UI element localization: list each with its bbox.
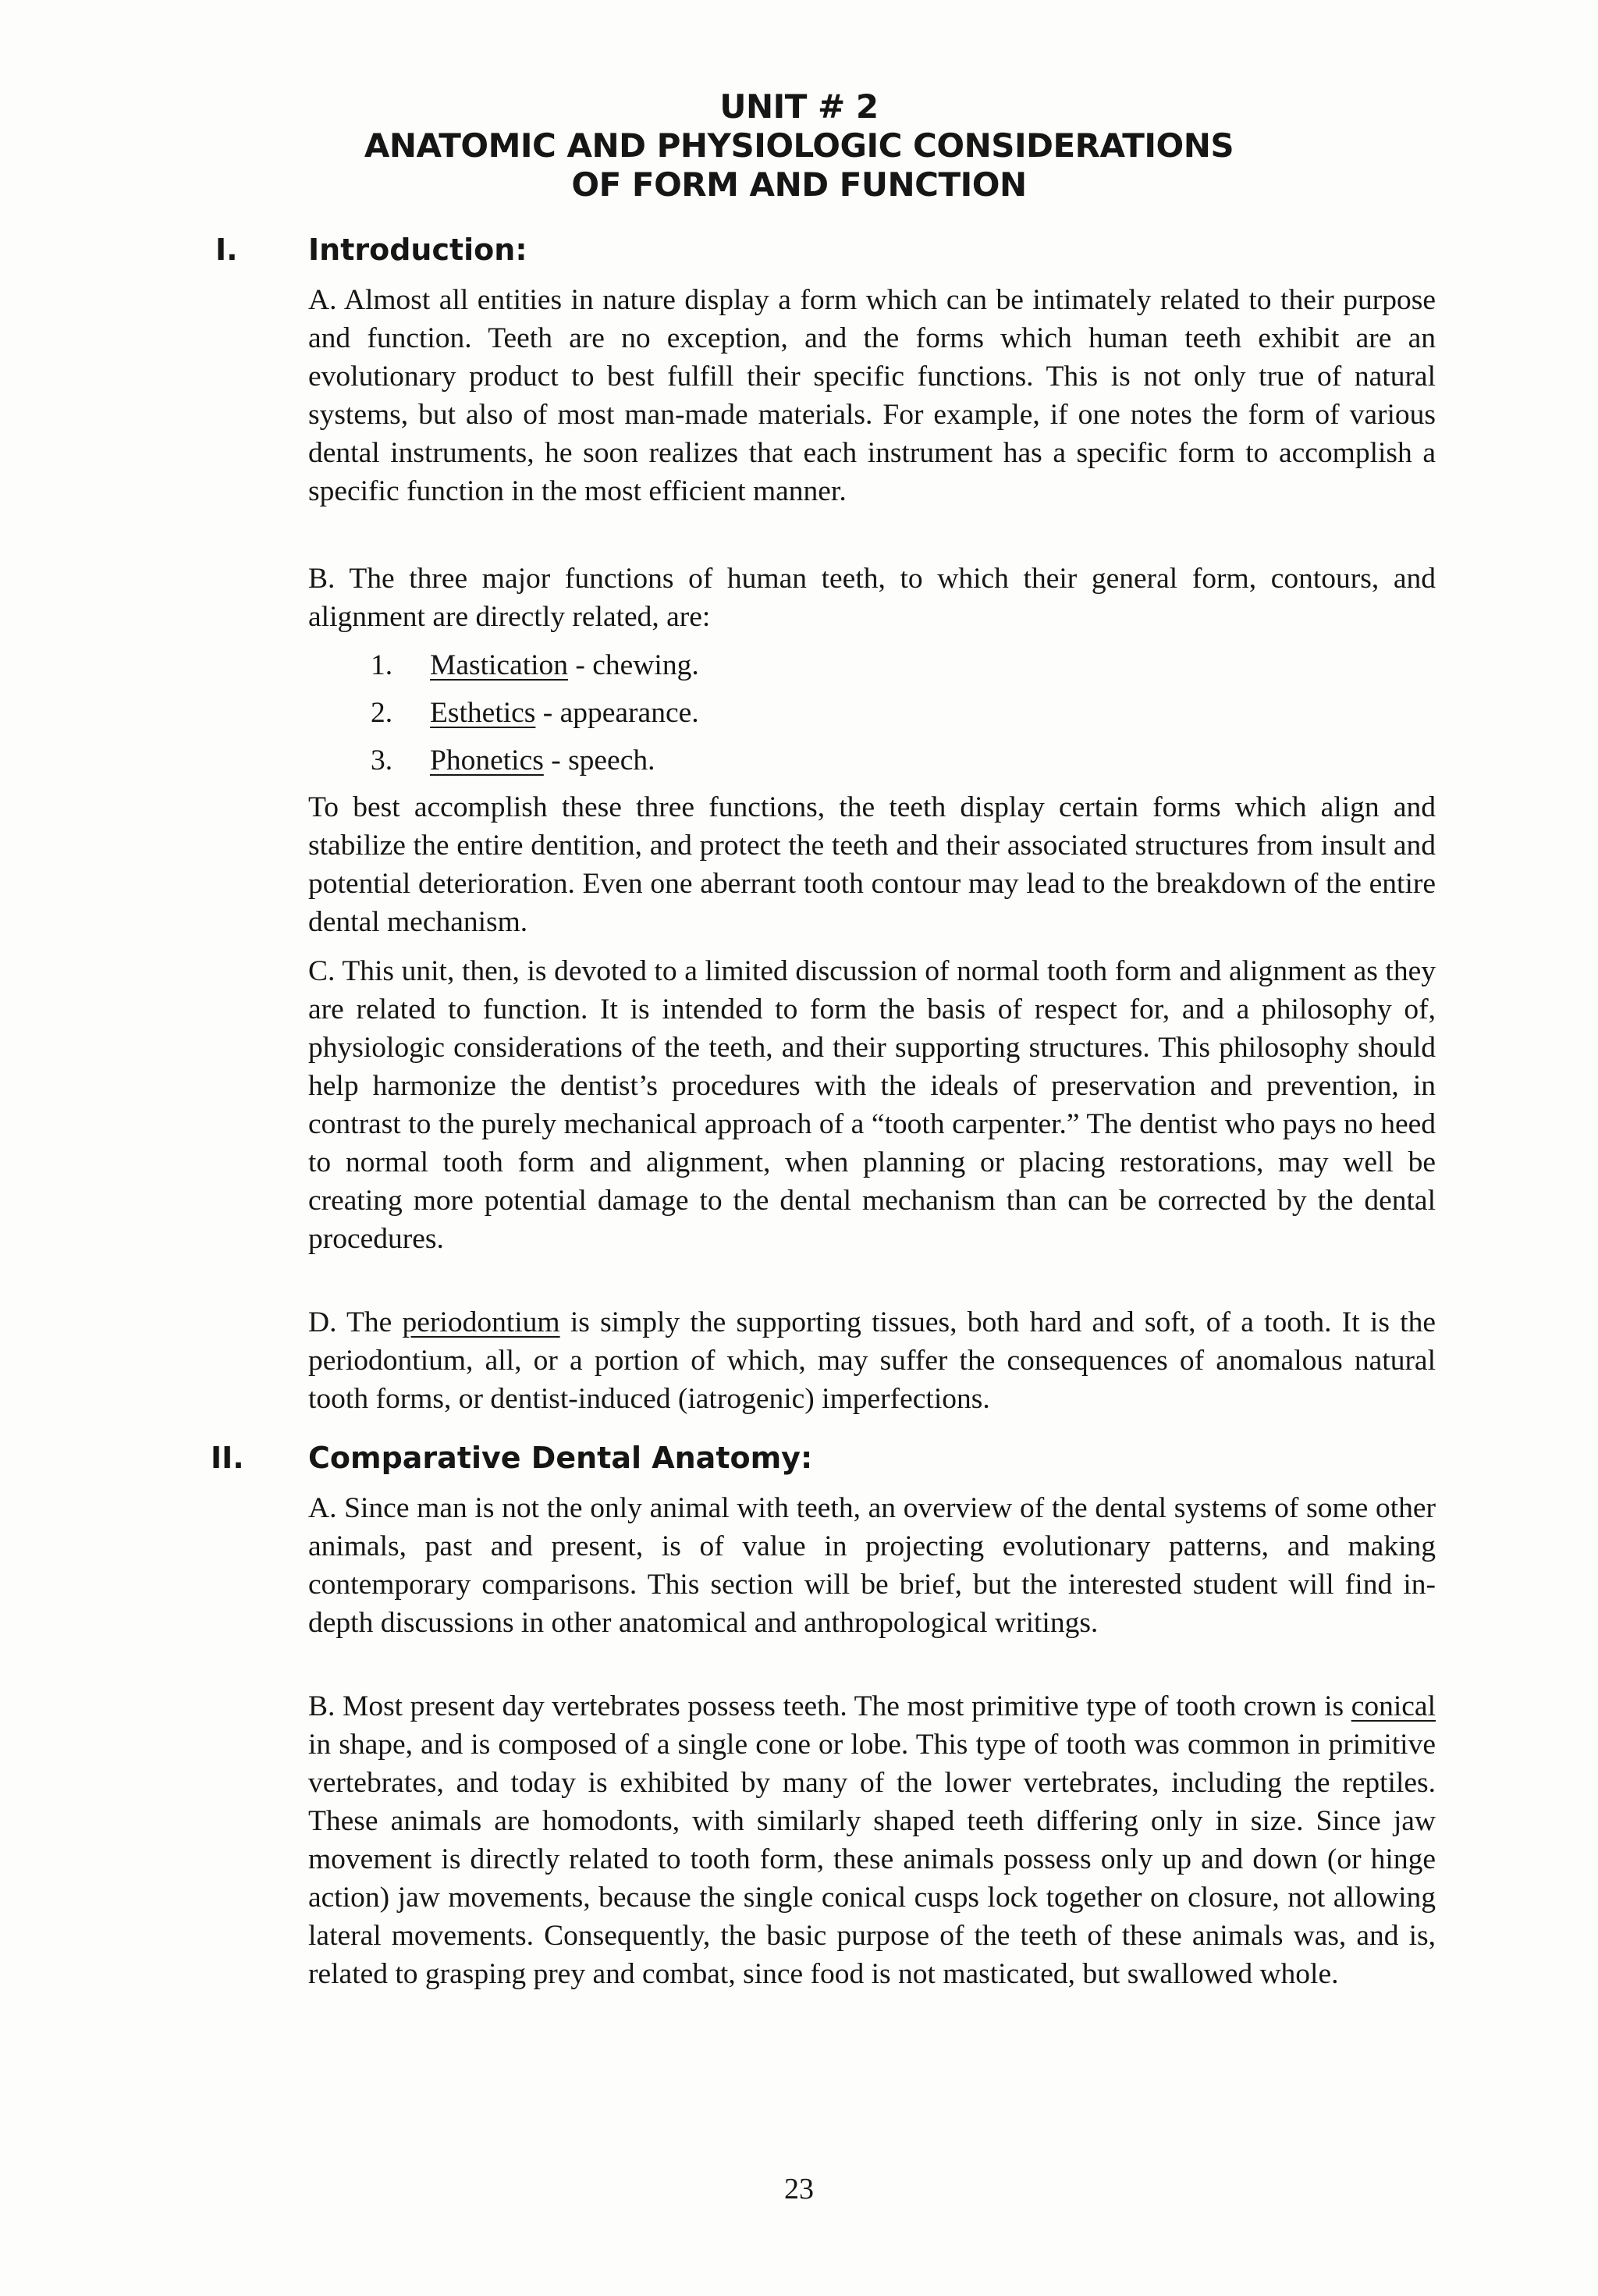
- section-1-heading: Introduction:: [308, 233, 527, 267]
- list-item-description: - appearance.: [535, 697, 699, 729]
- list-item: [308, 642, 1436, 689]
- section-1-paragraph-b: B. The three major functions of human teeth, to which their general form, contours, and alignment are directly related, are:: [308, 563, 1436, 633]
- paragraph-b-prefix: B. Most present day vertebrates possess teeth. The most primitive type of tooth crown is: [308, 1690, 1351, 1722]
- list-item: [308, 737, 1436, 784]
- page-number: 23: [784, 2173, 814, 2205]
- paragraph-d-prefix: D. The: [308, 1306, 403, 1338]
- section-2-numeral: II.: [211, 1441, 244, 1475]
- paragraph-b-rest: in shape, and is composed of a single cone or lobe. This type of tooth was common in primitive vertebrates, and today is exhibited by many of the lower vertebrates, including the reptiles. These animals are homodonts, with similarly shaped teeth differing only in size. Since jaw movement is directly related to tooth form, these animals possess only up and down (or hinge action) jaw movements, because the single conical cusps lock together on closure, not allowing lateral movements. Consequently, the basic purpose of the teeth of these animals was, and is, related to grasping prey and combat, since food is not masticated, but swallowed whole.: [308, 1729, 1436, 1990]
- section-1-paragraph-c: C. This unit, then, is devoted to a limited discussion of normal tooth form and alignment as they are related to function. It is intended to form the basis of respect for, and a philosophy of, physiologic considerations of the teeth, and their supporting structures. This philosophy should help harmonize the dentist’s procedures with the ideals of preservation and prevention, in contrast to the purely mechanical approach of a “tooth carpenter.” The dentist who pays no heed to normal tooth form and alignment, when planning or placing restorations, may well be creating more potential damage to the dental mechanism than can be corrected by the dental procedures.: [308, 955, 1436, 1255]
- section-2-paragraph-a: A. Since man is not the only animal with teeth, an overview of the dental systems of some other animals, past and present, is of value in projecting evolutionary patterns, and making contemporary comparisons. This section will be brief, but the interested student will find in-depth discussions in other anatomical and anthropological writings.: [308, 1492, 1436, 1639]
- section-2-heading: Comparative Dental Anatomy:: [308, 1441, 813, 1475]
- unit-title: UNIT # 2: [719, 87, 879, 126]
- list-item-term: Mastication: [430, 649, 569, 681]
- list-item-term: Esthetics: [430, 697, 536, 729]
- list-item-description: - chewing.: [568, 649, 699, 681]
- unit-subtitle-line-2: OF FORM AND FUNCTION: [571, 165, 1027, 204]
- conical-term: conical: [1351, 1690, 1436, 1722]
- list-item-number: 3.: [371, 745, 393, 777]
- functions-list: [308, 642, 1436, 784]
- list-item-number: 1.: [371, 649, 393, 681]
- list-item: [308, 689, 1436, 737]
- unit-title-block: [0, 87, 1598, 204]
- section-2-paragraph-b: [308, 1687, 1436, 1993]
- periodontium-term: periodontium: [402, 1306, 560, 1338]
- section-1-paragraph-a: A. Almost all entities in nature display a form which can be intimately related to their purpose and function. Teeth are no exception, and the forms which human teeth exhibit are an evolutionary product to best fulfill their specific functions. This is not only true of natural systems, but also of most man-made materials. For example, if one notes the form of various dental instruments, he soon realizes that each instrument has a specific form to accomplish a specific function in the most efficient manner.: [308, 284, 1436, 507]
- section-1-paragraph-b-continued: To best accomplish these three functions, the teeth display certain forms which align and stabilize the entire dentition, and protect the teeth and their associated structures from insult and potential deterioration. Even one aberrant tooth contour may lead to the breakdown of the entire dental mechanism.: [308, 791, 1436, 938]
- list-item-number: 2.: [371, 697, 393, 729]
- section-1-paragraph-d: [308, 1303, 1436, 1418]
- list-item-term: Phonetics: [430, 745, 544, 777]
- unit-subtitle-line-1: ANATOMIC AND PHYSIOLOGIC CONSIDERATIONS: [364, 126, 1234, 165]
- section-1-numeral: I.: [215, 233, 238, 267]
- list-item-description: - speech.: [543, 745, 655, 777]
- paragraph-d-rest: is simply the supporting tissues, both hard and soft, of a tooth. It is the periodontium, all, or a portion of which, may suffer the consequences of anomalous natural tooth forms, or dentist-induced (iatrogenic) imperfections.: [308, 1306, 1436, 1415]
